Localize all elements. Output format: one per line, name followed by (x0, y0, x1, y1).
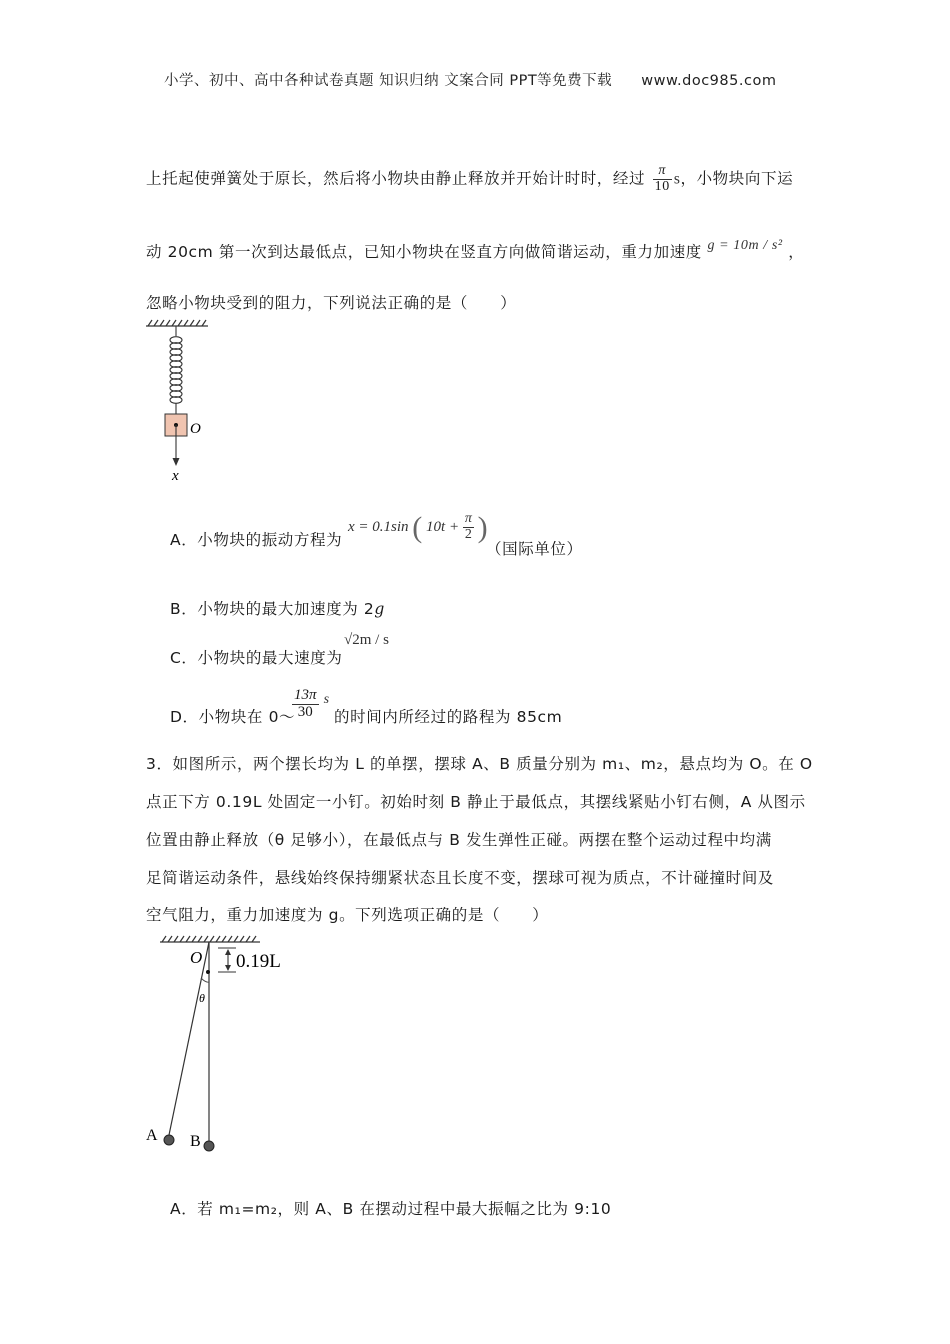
q2-option-d[interactable]: D．小物块在 0～ (170, 708, 296, 726)
q2-option-a-suffix: （国际单位） (486, 540, 583, 558)
angle-label: θ (199, 991, 205, 1005)
q3-option-a[interactable]: A．若 m₁=m₂，则 A、B 在摆动过程中最大振幅之比为 9:10 (170, 1200, 612, 1218)
q2-option-a-frac: $\frac{\pi}{2}$ (464, 511, 472, 543)
ball-b-label: B (190, 1133, 201, 1150)
q2-option-d-frac-wrap: $\frac{13\pi}{30}$ s (294, 687, 330, 720)
ball-a (164, 1135, 174, 1145)
pivot-label: O (190, 948, 203, 967)
q2-option-a-equation: x = 0.1sin ( 10t + $\frac{\pi}{2}$ ) (348, 511, 488, 544)
q2-option-c-value: √2m / s (344, 632, 389, 648)
header-url[interactable]: www.doc985.com (641, 73, 777, 89)
ball-a-label: A (146, 1127, 158, 1144)
distance-arrow-up (225, 949, 231, 955)
string-a (169, 942, 209, 1135)
q3-line-4: 足简谐运动条件，悬线始终保持绷紧状态且长度不变，摆球可视为质点，不计碰撞时间及 (146, 869, 774, 887)
x-axis-arrow (173, 458, 180, 466)
x-axis-label: x (172, 468, 179, 484)
q3-line-3: 位置由静止释放（θ 足够小），在最低点与 B 发生弹性正碰。两摆在整个运动过程中均满 (146, 831, 772, 849)
origin-label: O (190, 421, 201, 437)
q2-frac-pi-10: $\frac{\pi}{10}$ (654, 163, 670, 194)
nail (206, 970, 210, 974)
q2-option-b[interactable]: B．小物块的最大加速度为 2g (170, 600, 385, 618)
q2-line-1: 上托起使弹簧处于原长，然后将小物块由静止释放并开始计时时，经过 $\frac{\pi}{10}$ s，小物块向下运 (146, 163, 794, 194)
page-header (164, 69, 776, 90)
q3-line-5: 空气阻力，重力加速度为 g。下列选项正确的是（ ） (146, 906, 549, 924)
q2-line-3: 忽略小物块受到的阻力，下列说法正确的是（ ） (146, 294, 517, 312)
q2-option-d-suffix: 的时间内所经过的路程为 85cm (334, 708, 563, 726)
q3-line-1: 3．如图所示，两个摆长均为 L 的单摆，摆球 A、B 质量分别为 m₁、m₂，悬点均为 O。在 O (146, 755, 813, 773)
q3-line-2: 点正下方 0.19L 处固定一小钉。初始时刻 B 静止于最低点，其摆线紧贴小钉右侧，A 从图示 (146, 793, 806, 811)
spring (170, 326, 182, 414)
nail-distance-label: 0.19L (236, 951, 281, 972)
angle-arc (201, 978, 209, 982)
ceiling-hatch (146, 320, 208, 326)
q2-option-d-frac: $\frac{13\pi}{30}$ (294, 687, 317, 720)
ball-b (204, 1141, 214, 1151)
pendulum-figure (140, 930, 300, 1160)
paren-right: ) (477, 511, 488, 544)
ceiling-hatch (160, 936, 260, 942)
distance-arrow-down (225, 965, 231, 971)
q2-option-a[interactable]: A．小物块的振动方程为 (170, 531, 343, 549)
paren-left: ( (412, 511, 423, 544)
q2-line-2: 动 20cm 第一次到达最低点，已知小物块在竖直方向做简谐运动，重力加速度 g = 10m / s² ， (146, 238, 805, 261)
header-text: 小学、初中、高中各种试卷真题 知识归纳 文案合同 PPT等免费下载 (164, 73, 613, 89)
spring-mass-figure (140, 318, 230, 488)
q2-option-c[interactable]: C．小物块的最大速度为 (170, 649, 343, 667)
